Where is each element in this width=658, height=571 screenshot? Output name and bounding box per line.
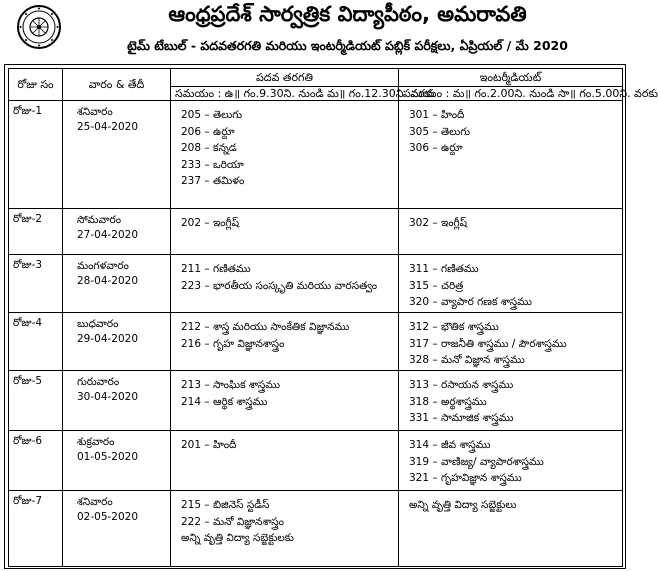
subject-entry: 320 – వ్యాపార గణక శాస్త్రము	[409, 296, 532, 308]
header-intermediate: ఇంటర్మీడియట్	[399, 69, 623, 87]
subject-entry: 213 – సాంఘిక శాస్త్రము	[181, 379, 280, 391]
subject-entry: 306 – ఉర్దూ	[409, 142, 463, 154]
subject-entry: 314 – జీవ శాస్త్రము	[409, 439, 491, 451]
subject-entry: 331 – సామాజిక శాస్త్రము	[409, 412, 514, 424]
ssc-subjects-cell	[171, 313, 399, 371]
intermediate-subjects-cell	[399, 371, 623, 431]
document-header	[0, 0, 632, 66]
day-number-cell: రోజు-3	[9, 255, 63, 313]
subject-entry: 321 – గృహవిజ్ఞాన శాస్త్రము	[409, 472, 522, 484]
weekday-label: సోమవారం	[77, 214, 122, 226]
exam-date: 30-04-2020	[77, 391, 139, 403]
subject-entry: 313 – రసాయన శాస్త్రము	[409, 379, 514, 391]
intermediate-subjects-cell	[399, 209, 623, 255]
intermediate-timing: సమయం : మ॥ గం.2.00ని. నుండి సా॥ గం.5.00ని. వరకు	[399, 87, 623, 101]
subject-entry: 206 – ఉర్దూ	[181, 125, 235, 138]
subject-entry: 211 – గణితము	[181, 263, 251, 275]
table-row	[9, 431, 623, 491]
ssc-subjects-cell	[171, 255, 399, 313]
intermediate-subjects-cell	[399, 255, 623, 313]
day-number-cell: రోజు-1	[9, 101, 63, 209]
university-emblem-icon	[16, 4, 62, 50]
subject-entry: 212 – శాస్త్ర మరియు సాంకేతిక విజ్ఞానము	[181, 321, 350, 333]
weekday-date-cell	[63, 431, 171, 491]
timetable	[8, 68, 658, 567]
table-row	[9, 371, 623, 431]
header-weekday-date: వారం & తేదీ	[63, 69, 171, 101]
day-number-cell: రోజు-7	[9, 491, 63, 567]
weekday-date-cell	[63, 491, 171, 567]
weekday-date-cell	[63, 371, 171, 431]
weekday-date-cell	[63, 255, 171, 313]
intermediate-subjects-cell	[399, 313, 623, 371]
header-ssc: పదవ తరగతి	[171, 69, 399, 87]
subject-entry: అన్ని వృత్తి విద్యా సబ్జెక్టులకు	[181, 532, 294, 544]
subject-entry: 237 – తమిళం	[181, 175, 245, 187]
ssc-subjects-cell	[171, 101, 399, 209]
ssc-subjects-cell	[171, 371, 399, 431]
subject-entry: 328 – మనో విజ్ఞాన శాస్త్రము	[409, 354, 525, 366]
day-number-cell: రోజు-6	[9, 431, 63, 491]
subject-entry: 214 – ఆర్థిక శాస్త్రము	[181, 395, 268, 408]
table-row	[9, 491, 623, 567]
header-day-number: రోజు సం	[9, 69, 63, 101]
subject-entry: 222 – మనో విజ్ఞానశాస్త్రం	[181, 515, 284, 528]
subject-entry: 315 – చరిత్ర	[409, 279, 464, 292]
subject-entry: 202 – ఇంగ్లీష్	[181, 217, 240, 229]
subject-entry: 215 – బిజినెస్ స్టడీస్	[181, 499, 270, 511]
subject-entry: 305 – తెలుగు	[409, 125, 470, 138]
subject-entry: 208 – కన్నడ	[181, 142, 237, 154]
exam-date: 29-04-2020	[77, 333, 139, 345]
day-number-cell: రోజు-5	[9, 371, 63, 431]
subject-entry: 301 – హిందీ	[409, 109, 465, 121]
intermediate-subjects-cell	[399, 101, 623, 209]
subject-entry: 302 – ఇంగ్లీష్	[409, 217, 468, 229]
table-row	[9, 101, 623, 209]
day-number-cell: రోజు-2	[9, 209, 63, 255]
exam-date: 02-05-2020	[77, 511, 139, 523]
day-number-cell: రోజు-4	[9, 313, 63, 371]
subject-entry: 205 – తెలుగు	[181, 109, 242, 121]
intermediate-subjects-cell	[399, 491, 623, 567]
weekday-date-cell	[63, 101, 171, 209]
weekday-date-cell	[63, 313, 171, 371]
weekday-label: శుక్రవారం	[77, 436, 115, 448]
intermediate-subjects-cell	[399, 431, 623, 491]
ssc-subjects-cell	[171, 491, 399, 567]
exam-date: 01-05-2020	[77, 451, 139, 463]
subject-entry: 223 – భారతీయ సంస్కృతి మరియు వారసత్వం	[181, 279, 378, 292]
exam-date: 28-04-2020	[77, 275, 139, 287]
table-row	[9, 209, 623, 255]
ssc-subjects-cell	[171, 431, 399, 491]
table-row	[9, 313, 623, 371]
weekday-label: మంగళవారం	[77, 260, 129, 272]
subject-entry: 317 – రాజనీతి శాస్త్రము / పౌరశాస్త్రము	[409, 337, 567, 350]
table-row	[9, 255, 623, 313]
subject-entry: 312 – భౌతిక శాస్త్రము	[409, 321, 499, 333]
ssc-subjects-cell	[171, 209, 399, 255]
weekday-label: శనివారం	[77, 496, 113, 508]
page-title: ఆంధ్రప్రదేశ్ సార్వత్రిక విద్యాపీఠం, అమరావతి	[168, 2, 527, 26]
exam-date: 27-04-2020	[77, 229, 139, 241]
subject-entry: 319 – వాణిజ్య/ వ్యాపారశాస్త్రము	[409, 455, 544, 468]
subject-entry: 216 – గృహ విజ్ఞానశాస్త్రం	[181, 337, 285, 350]
subject-entry: అన్ని వృత్తి విద్యా సబ్జెక్టులు	[409, 499, 517, 511]
page-subtitle: టైమ్ టేబుల్ - పదవతరగతి మరియు ఇంటర్మీడియట్ పబ్లిక్ పరీక్షలు, ఏప్రియల్ / మే 2020	[127, 38, 568, 53]
subject-entry: 311 – గణితము	[409, 263, 479, 275]
exam-date: 25-04-2020	[77, 121, 139, 133]
subject-entry: 233 – ఒరియా	[181, 158, 244, 171]
weekday-label: శనివారం	[77, 106, 113, 118]
ssc-timing: సమయం : ఉ॥ గం.9.30ని. నుండి మ॥ గం.12.30ని. వరకు	[171, 87, 399, 101]
weekday-label: గురువారం	[77, 376, 120, 388]
subject-entry: 318 – అర్థశాస్త్రము	[409, 395, 487, 408]
subject-entry: 201 – హిందీ	[181, 439, 237, 451]
weekday-date-cell	[63, 209, 171, 255]
weekday-label: బుధవారం	[77, 318, 119, 330]
